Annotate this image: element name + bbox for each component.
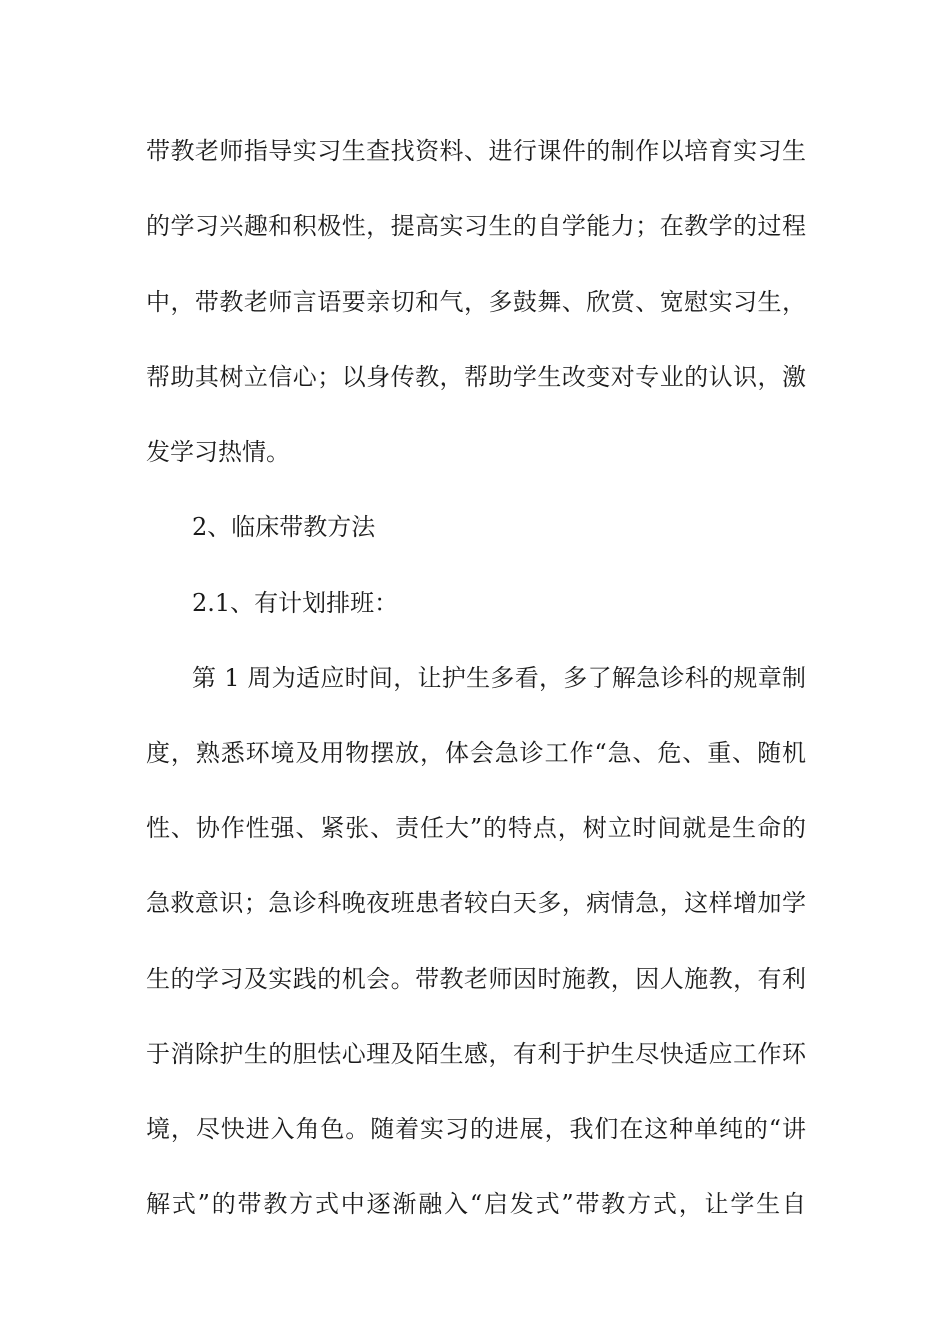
paragraph-line-8: 性、协作性强、紧张、责任大”的特点，树立时间就是生命的: [146, 814, 806, 842]
paragraph-line-7: 度，熟悉环境及用物摆放，体会急诊工作“急、危、重、随机: [146, 739, 806, 767]
paragraph-line-13: 解式”的带教方式中逐渐融入“启发式”带教方式，让学生自: [146, 1190, 806, 1218]
section-heading: 2、临床带教方法: [192, 513, 376, 541]
paragraph-line-12: 境，尽快进入角色。随着实习的进展，我们在这种单纯的“讲: [146, 1115, 806, 1143]
paragraph-line-11: 于消除护生的胆怯心理及陌生感，有利于护生尽快适应工作环: [146, 1040, 806, 1068]
subsection-heading: 2.1、有计划排班：: [192, 589, 399, 617]
paragraph-line-10: 生的学习及实践的机会。带教老师因时施教，因人施教，有利: [146, 965, 806, 993]
paragraph-line-2: 的学习兴趣和积极性，提高实习生的自学能力；在教学的过程: [146, 212, 806, 240]
paragraph-line-9: 急救意识；急诊科晚夜班患者较白天多，病情急，这样增加学: [146, 889, 806, 917]
paragraph-line-1: 带教老师指导实习生查找资料、进行课件的制作以培育实习生: [146, 137, 806, 165]
paragraph-line-3: 中，带教老师言语要亲切和气，多鼓舞、欣赏、宽慰实习生，: [146, 288, 806, 316]
paragraph-line-6: 第 1 周为适应时间，让护生多看，多了解急诊科的规章制: [192, 664, 806, 692]
paragraph-line-4: 帮助其树立信心；以身传教，帮助学生改变对专业的认识，激: [146, 363, 806, 391]
paragraph-line-5: 发学习热情。: [146, 438, 290, 466]
